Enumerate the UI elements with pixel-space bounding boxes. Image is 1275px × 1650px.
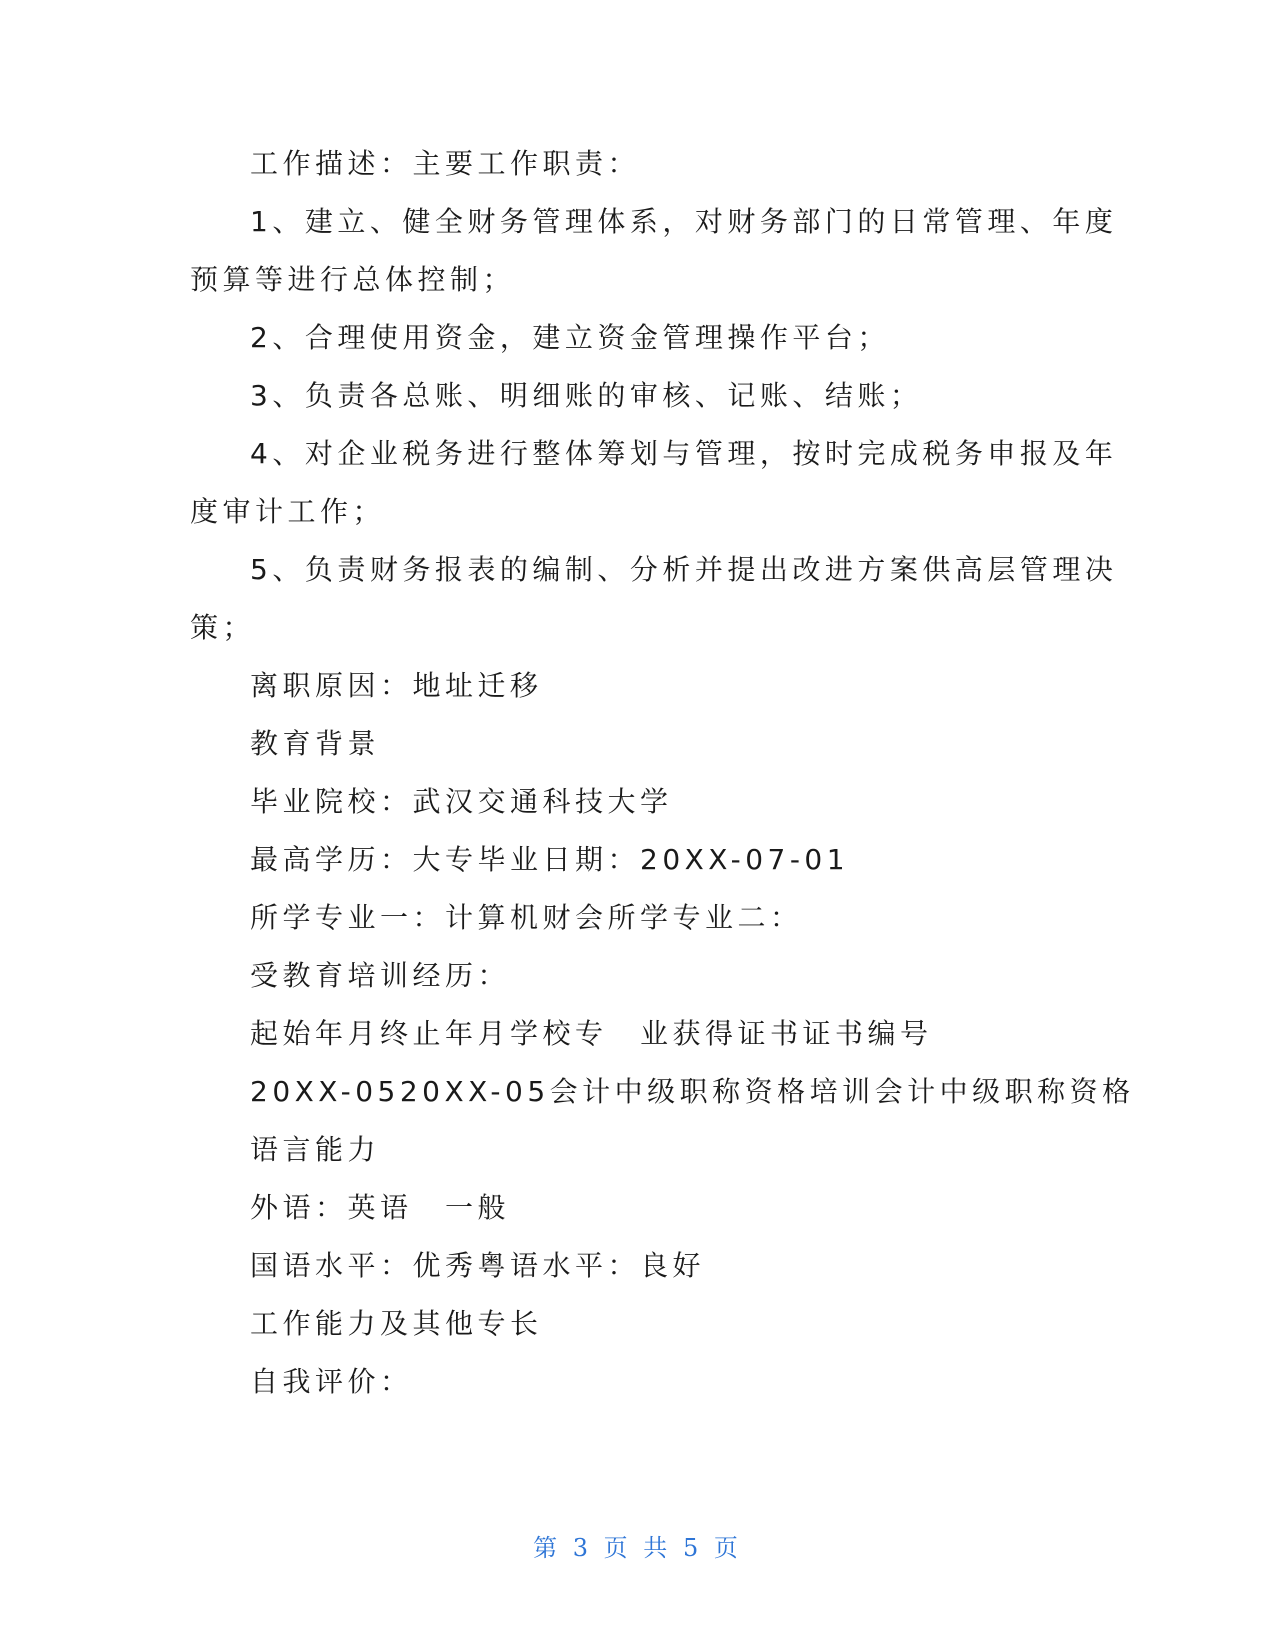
self-evaluation: 自我评价： bbox=[250, 1365, 413, 1398]
graduate-school: 毕业院校：武汉交通科技大学 bbox=[250, 785, 673, 818]
education-heading: 教育背景 bbox=[250, 727, 381, 760]
leaving-reason: 离职原因：地址迁移 bbox=[250, 669, 543, 702]
total-page-number: 5 bbox=[682, 1534, 703, 1562]
foreign-language: 外语：英语 一般 bbox=[250, 1191, 511, 1224]
job-description-heading: 工作描述：主要工作职责： bbox=[250, 147, 641, 180]
training-table-row: 20XX-0520XX-05会计中级职称资格培训会计中级职称资格 bbox=[250, 1075, 1135, 1108]
duty-item-1-continued: 预算等进行总体控制； bbox=[190, 263, 516, 296]
language-heading: 语言能力 bbox=[250, 1133, 381, 1166]
footer-prefix: 第 bbox=[533, 1534, 562, 1562]
majors: 所学专业一：计算机财会所学专业二： bbox=[250, 901, 803, 934]
duty-item-4: 4、对企业税务进行整体筹划与管理，按时完成税务申报及年 bbox=[250, 437, 1118, 470]
footer-middle: 页 共 bbox=[603, 1534, 672, 1562]
duty-item-2: 2、合理使用资金，建立资金管理操作平台； bbox=[250, 321, 890, 354]
duty-item-4-continued: 度审计工作； bbox=[190, 495, 386, 528]
duty-item-5-continued: 策； bbox=[190, 611, 256, 644]
current-page-number: 3 bbox=[572, 1534, 593, 1562]
page-footer bbox=[0, 1528, 1275, 1563]
duty-item-3: 3、负责各总账、明细账的审核、记账、结账； bbox=[250, 379, 923, 412]
footer-suffix: 页 bbox=[713, 1534, 742, 1562]
training-table-header: 起始年月终止年月学校专 业获得证书证书编号 bbox=[250, 1017, 933, 1050]
skills-heading: 工作能力及其他专长 bbox=[250, 1307, 543, 1340]
training-heading: 受教育培训经历： bbox=[250, 959, 511, 992]
duty-item-5: 5、负责财务报表的编制、分析并提出改进方案供高层管理决 bbox=[250, 553, 1118, 586]
mandarin-cantonese-level: 国语水平：优秀粤语水平：良好 bbox=[250, 1249, 706, 1282]
highest-degree: 最高学历：大专毕业日期：20XX-07-01 bbox=[250, 843, 850, 876]
duty-item-1: 1、建立、健全财务管理体系，对财务部门的日常管理、年度 bbox=[250, 205, 1118, 238]
